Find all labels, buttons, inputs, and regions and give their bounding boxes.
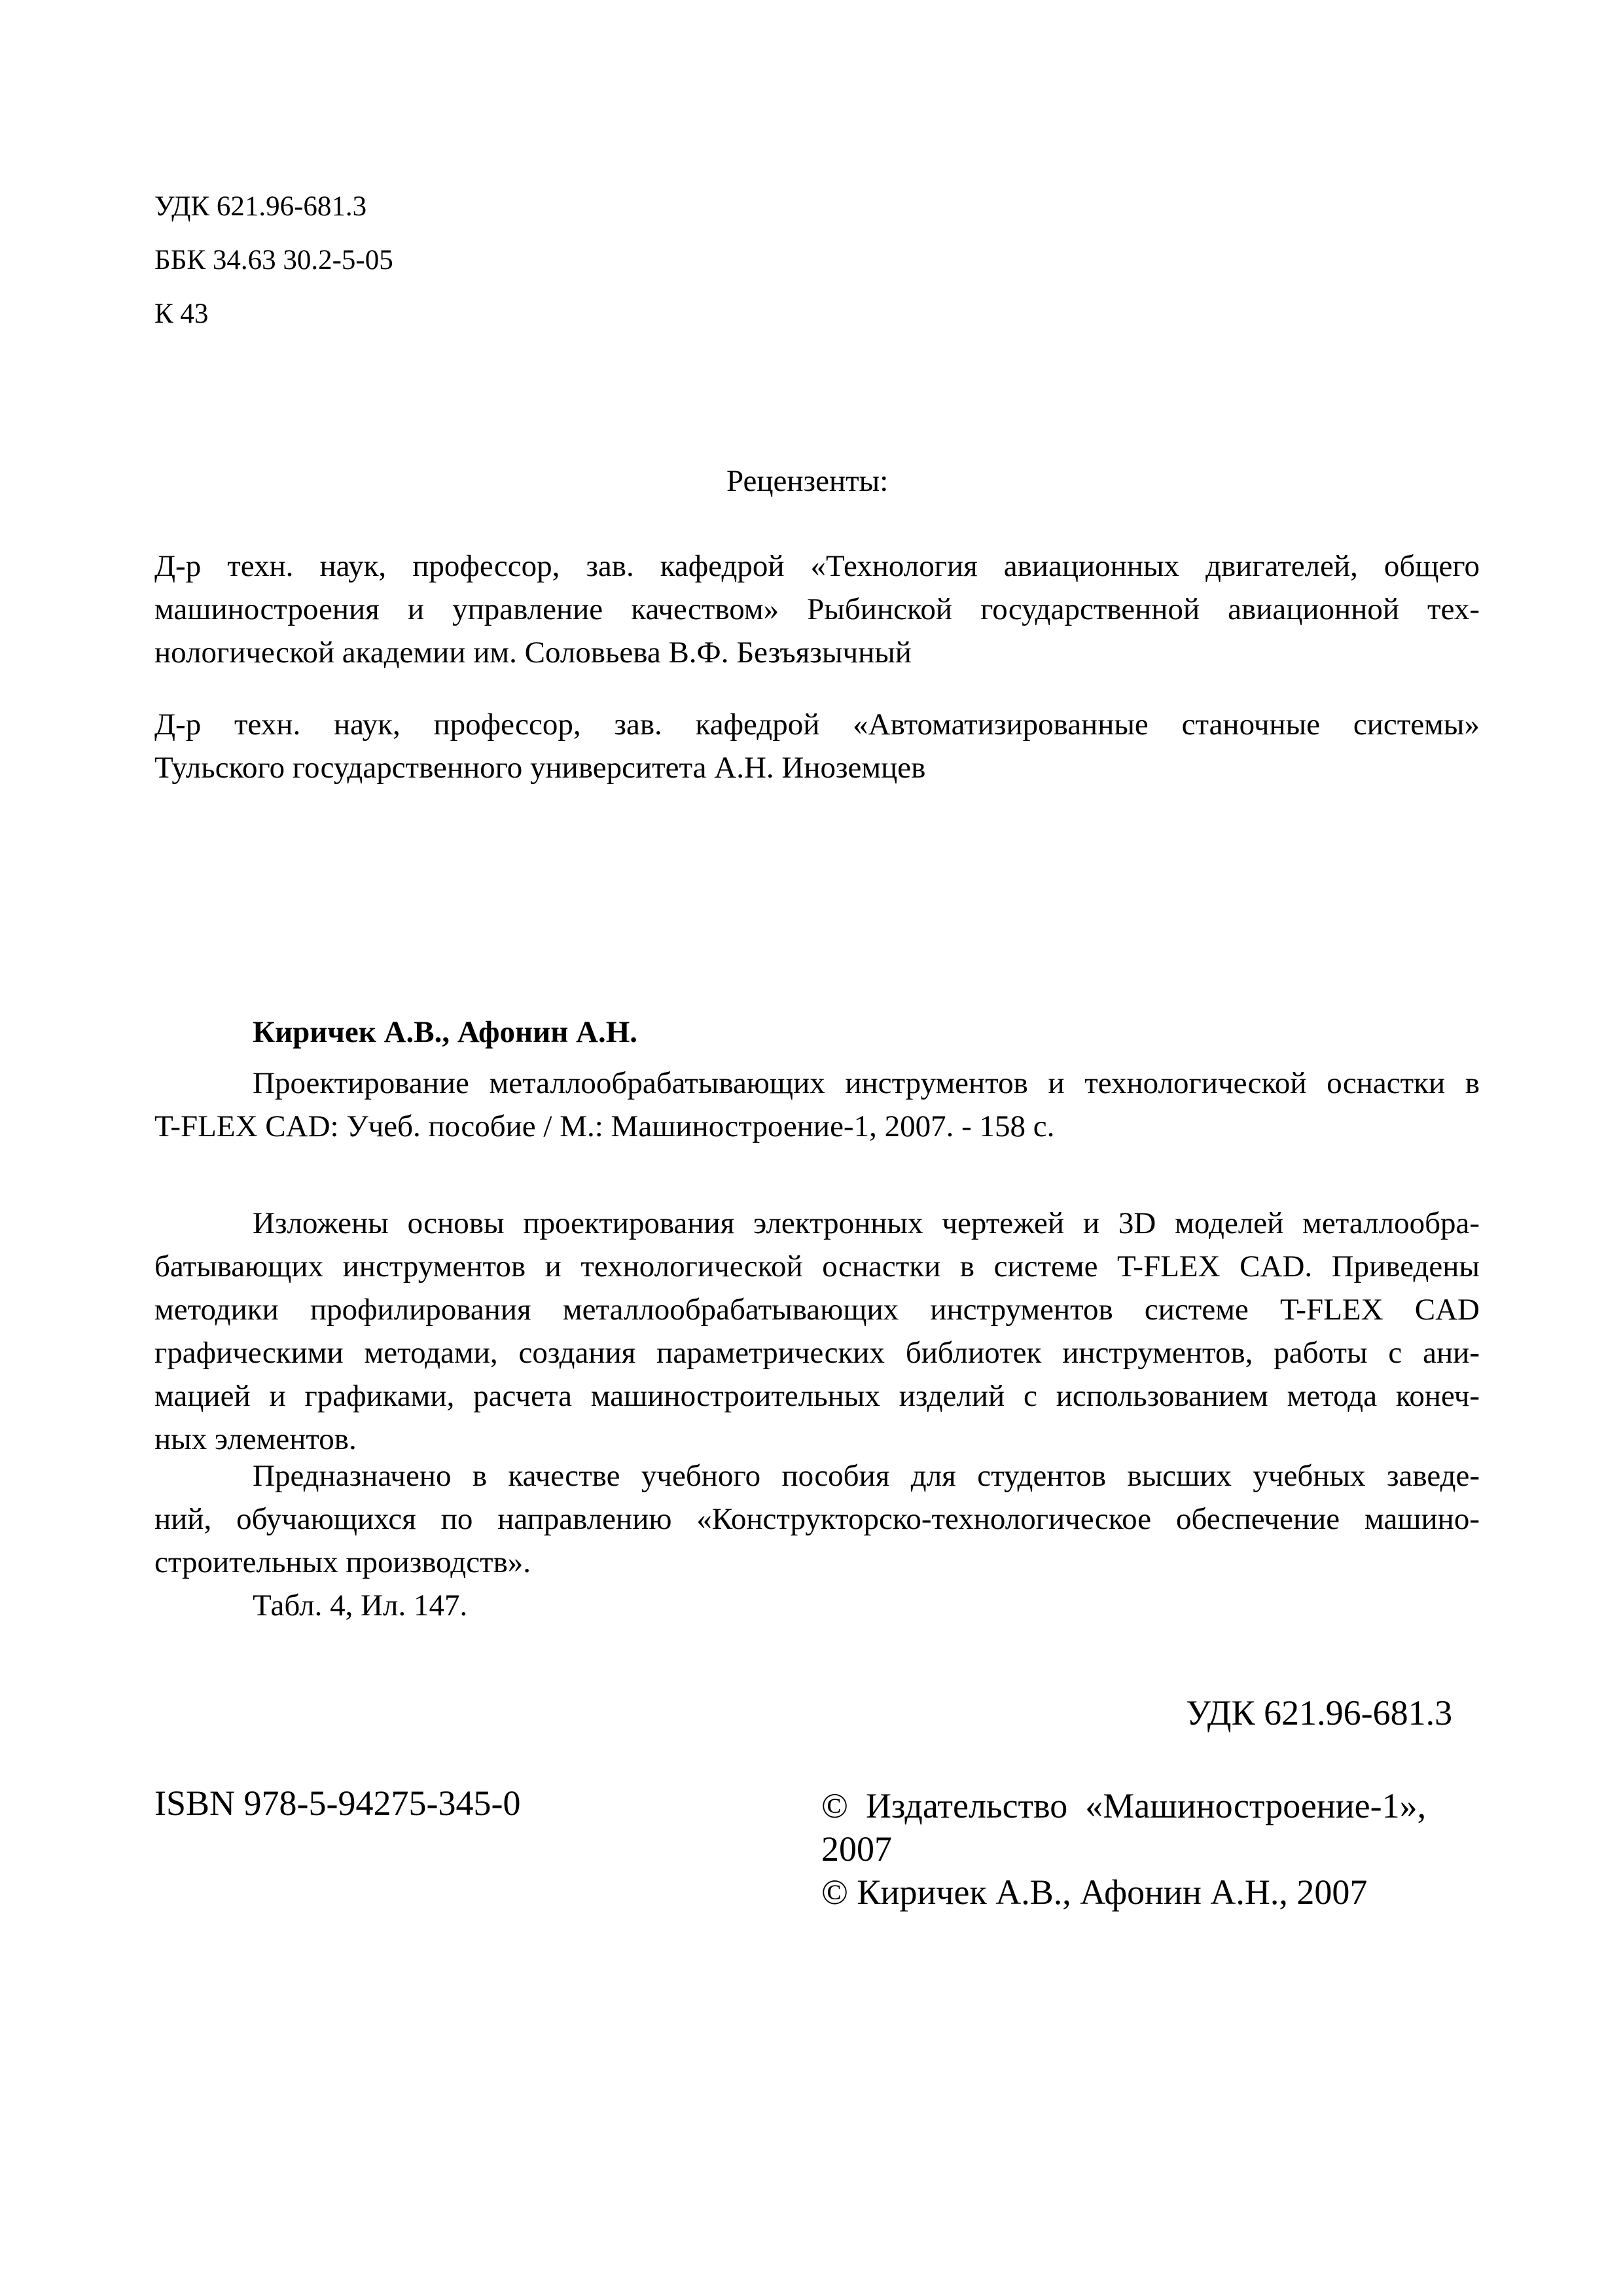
reviewer-1-line: нологической академии им. Соловьева В.Ф. Безъязычный: [154, 636, 912, 670]
author-sign: К 43: [154, 298, 209, 329]
book-title-line: T-FLEX CAD: Учеб. пособие / М.: Машиностроение-1, 2007. - 158 с.: [154, 1109, 1055, 1143]
reviewer-1: [154, 545, 1480, 674]
annotation-paragraph-1: [154, 1202, 1480, 1461]
annotation-paragraph-2: [154, 1454, 1480, 1584]
tables-figures-count: Табл. 4, Ил. 147.: [253, 1588, 468, 1623]
footer-udk: УДК 621.96-681.3: [1186, 1693, 1453, 1732]
copyright-publisher-year: 2007: [821, 1829, 892, 1869]
copyright-publisher-line: © Издательство «Машиностроение-1»,: [821, 1786, 1427, 1825]
annotation-line: графическими методами, создания параметрических библиотек инструментов, работы с ани-: [154, 1336, 1480, 1370]
annotation-line: Предназначено в качестве учебного пособия для студентов высших учебных заведе-: [253, 1459, 1480, 1493]
book-title-line: Проектирование металлообрабатывающих инструментов и технологической оснастки в: [253, 1066, 1480, 1100]
reviewer-1-line: Д-р техн. наук, профессор, зав. кафедрой «Технология авиационных двигателей, общего: [154, 549, 1480, 583]
reviewer-2: [154, 703, 1480, 789]
annotation-line: Изложены основы проектирования электронных чертежей и 3D моделей металлообра-: [253, 1206, 1480, 1240]
annotation-line: ных элементов.: [154, 1422, 357, 1456]
book-authors: Киричек А.В., Афонин А.Н.: [253, 1015, 638, 1049]
bbk-code: ББК 34.63 30.2-5-05: [154, 245, 393, 276]
reviewer-2-line: Д-р техн. наук, профессор, зав. кафедрой «Автоматизированные станочные системы»: [154, 708, 1480, 742]
annotation-line: батывающих инструментов и технологической оснастки в системе T-FLEX CAD. Приведены: [154, 1249, 1480, 1283]
copyright-block: [821, 1784, 1426, 1914]
annotation-line: методики профилирования металлообрабатывающих инструментов системе T-FLEX CAD: [154, 1293, 1480, 1327]
reviewer-1-line: машиностроения и управление качеством» Рыбинской государственной авиационной тех-: [154, 592, 1480, 626]
udk-code: УДК 621.96-681.3: [154, 191, 367, 222]
annotation-line: ний, обучающихся по направлению «Конструкторско-технологическое обеспечение машино-: [154, 1502, 1480, 1536]
copyright-authors: © Киричек А.В., Афонин А.Н., 2007: [821, 1873, 1368, 1912]
reviewers-heading: Рецензенты:: [726, 464, 889, 498]
reviewer-2-line: Тульского государственного университета А.Н. Иноземцев: [154, 751, 926, 785]
isbn: ISBN 978-5-94275-345-0: [154, 1784, 521, 1823]
annotation-line: строительных производств».: [154, 1545, 531, 1579]
annotation-line: мацией и графиками, расчета машиностроительных изделий с использованием метода конеч-: [154, 1379, 1480, 1413]
book-title-block: [154, 1062, 1480, 1148]
